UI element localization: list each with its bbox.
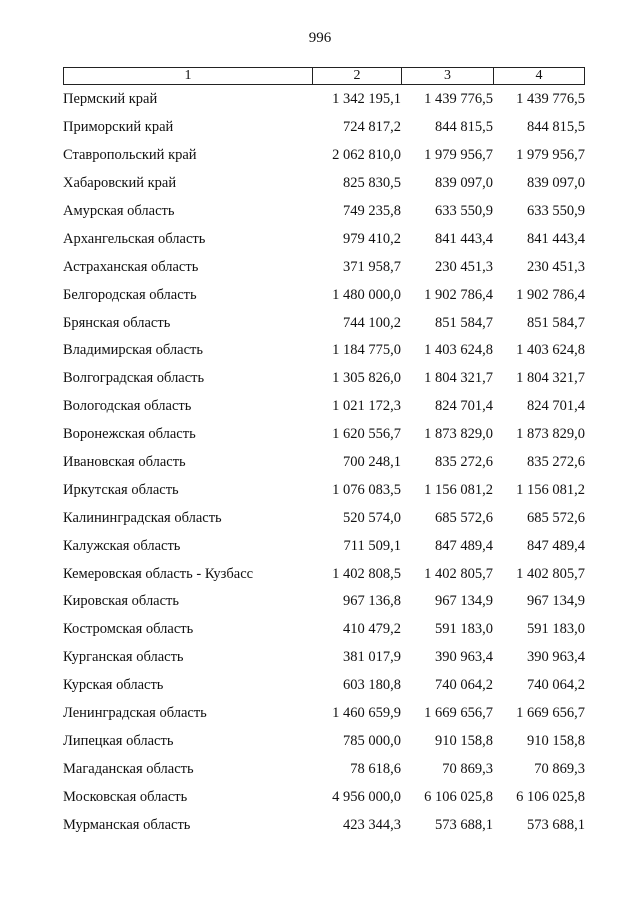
value-col-4: 230 451,3 (527, 258, 585, 275)
value-col-3: 1 873 829,0 (424, 426, 493, 443)
table-row (63, 170, 585, 198)
region-name: Воронежская область (63, 426, 196, 443)
value-col-4: 633 550,9 (527, 203, 585, 219)
value-col-2: 1 305 826,0 (332, 370, 401, 387)
value-col-3: 633 550,9 (435, 203, 493, 219)
value-col-4: 824 701,4 (527, 398, 585, 415)
value-col-4: 910 158,8 (527, 732, 585, 749)
region-name: Вологодская область (63, 398, 192, 415)
region-name: Калининградская область (63, 509, 222, 526)
table-row (63, 198, 585, 226)
value-col-3: 1 902 786,4 (424, 286, 493, 303)
value-col-2: 749 235,8 (343, 203, 401, 219)
value-col-4: 1 402 805,7 (516, 565, 585, 582)
value-col-3: 1 439 776,5 (424, 91, 493, 108)
region-name: Костромская область (63, 621, 194, 638)
value-col-4: 841 443,4 (527, 230, 585, 247)
region-name: Кировская область (63, 593, 180, 610)
table-row (63, 644, 585, 672)
value-col-4: 1 156 081,2 (516, 481, 585, 498)
value-col-3: 967 134,9 (435, 593, 493, 610)
region-name: Архангельская область (63, 230, 206, 247)
value-col-3: 1 804 321,7 (424, 370, 493, 387)
value-col-3: 844 815,5 (435, 119, 493, 136)
value-col-2: 724 817,2 (343, 119, 401, 136)
value-col-3: 230 451,3 (435, 258, 493, 275)
region-name: Владимирская область (63, 342, 203, 359)
value-col-3: 851 584,7 (435, 314, 493, 331)
value-col-2: 423 344,3 (343, 816, 401, 833)
value-col-4: 1 669 656,7 (516, 705, 585, 722)
value-col-3: 910 158,8 (435, 732, 493, 749)
table-row (63, 114, 585, 142)
value-col-3: 1 979 956,7 (424, 147, 493, 164)
value-col-4: 1 439 776,5 (516, 91, 585, 108)
table-row (63, 588, 585, 616)
value-col-2: 1 460 659,9 (332, 705, 401, 722)
table-row (63, 309, 585, 337)
value-col-3: 390 963,4 (435, 649, 493, 666)
value-col-3: 70 869,3 (442, 760, 493, 777)
region-name: Астраханская область (63, 258, 199, 275)
region-name: Пермский край (63, 91, 158, 108)
value-col-2: 1 021 172,3 (332, 398, 401, 415)
value-col-4: 844 815,5 (527, 119, 585, 136)
value-col-2: 410 479,2 (343, 621, 401, 638)
value-col-4: 967 134,9 (527, 593, 585, 610)
value-col-2: 1 184 775,0 (332, 342, 401, 359)
table-row (63, 616, 585, 644)
table-row (63, 86, 585, 114)
value-col-4: 1 804 321,7 (516, 370, 585, 387)
value-col-3: 1 669 656,7 (424, 705, 493, 722)
region-name: Хабаровский край (63, 175, 177, 192)
table-row (63, 476, 585, 504)
region-name: Волгоградская область (63, 370, 205, 387)
table-row (63, 672, 585, 700)
value-col-2: 603 180,8 (343, 677, 401, 694)
table-row (63, 421, 585, 449)
value-col-3: 839 097,0 (435, 175, 493, 192)
value-col-2: 371 958,7 (343, 258, 401, 275)
value-col-3: 1 403 624,8 (424, 342, 493, 359)
header-col-2: 2 (313, 68, 402, 84)
header-col-3: 3 (402, 68, 494, 84)
region-name: Курганская область (63, 649, 184, 666)
value-col-2: 711 509,1 (343, 537, 401, 554)
value-col-4: 70 869,3 (534, 760, 585, 777)
region-name: Ставропольский край (63, 147, 197, 164)
region-name: Ивановская область (63, 454, 186, 471)
value-col-4: 685 572,6 (527, 509, 585, 526)
table-row (63, 393, 585, 421)
value-col-4: 740 064,2 (527, 677, 585, 694)
value-col-2: 4 956 000,0 (332, 788, 401, 805)
value-col-2: 1 402 808,5 (332, 565, 401, 582)
region-name: Приморский край (63, 119, 174, 136)
table-row (63, 783, 585, 811)
page-number: 996 (308, 30, 332, 46)
value-col-4: 835 272,6 (527, 454, 585, 471)
value-col-3: 591 183,0 (435, 621, 493, 638)
table-row (63, 504, 585, 532)
value-col-4: 591 183,0 (527, 621, 585, 638)
value-col-4: 573 688,1 (527, 816, 585, 833)
value-col-4: 839 097,0 (527, 175, 585, 192)
value-col-3: 847 489,4 (435, 537, 493, 554)
value-col-2: 785 000,0 (343, 732, 401, 749)
value-col-4: 6 106 025,8 (516, 788, 585, 805)
value-col-2: 979 410,2 (343, 230, 401, 247)
value-col-2: 967 136,8 (343, 593, 401, 610)
value-col-2: 744 100,2 (343, 314, 401, 331)
table-row (63, 253, 585, 281)
value-col-2: 825 830,5 (343, 175, 401, 192)
value-col-4: 1 873 829,0 (516, 426, 585, 443)
value-col-2: 1 480 000,0 (332, 286, 401, 303)
table-row (63, 365, 585, 393)
value-col-2: 1 076 083,5 (332, 481, 401, 498)
value-col-3: 824 701,4 (435, 398, 493, 415)
region-name: Кемеровская область - Кузбасс (63, 565, 254, 582)
region-name: Иркутская область (63, 481, 179, 498)
header-col-4: 4 (535, 68, 543, 83)
region-name: Липецкая область (63, 732, 174, 749)
table-row (63, 700, 585, 728)
value-col-3: 6 106 025,8 (424, 788, 493, 805)
region-name: Мурманская область (63, 816, 191, 833)
table-row (63, 560, 585, 588)
table-row (63, 225, 585, 253)
region-name: Белгородская область (63, 286, 197, 303)
table-row (63, 142, 585, 170)
region-name: Магаданская область (63, 760, 194, 777)
value-col-3: 841 443,4 (435, 230, 493, 247)
table-row (63, 449, 585, 477)
value-col-4: 851 584,7 (527, 314, 585, 331)
value-col-4: 1 902 786,4 (516, 286, 585, 303)
table-row (63, 532, 585, 560)
value-col-4: 1 979 956,7 (516, 147, 585, 164)
value-col-3: 835 272,6 (435, 454, 493, 471)
value-col-4: 390 963,4 (527, 649, 585, 666)
value-col-3: 1 156 081,2 (424, 481, 493, 498)
region-name: Амурская область (63, 203, 175, 219)
value-col-2: 381 017,9 (343, 649, 401, 666)
region-name: Калужская область (63, 537, 181, 554)
value-col-4: 1 403 624,8 (516, 342, 585, 359)
region-name: Московская область (63, 788, 188, 805)
value-col-2: 520 574,0 (343, 509, 401, 526)
table-row (63, 811, 585, 839)
value-col-3: 740 064,2 (435, 677, 493, 694)
value-col-2: 700 248,1 (343, 454, 401, 471)
region-name: Курская область (63, 677, 164, 694)
value-col-2: 1 342 195,1 (332, 91, 401, 108)
value-col-3: 1 402 805,7 (424, 565, 493, 582)
value-col-2: 78 618,6 (350, 760, 401, 777)
table-header (63, 67, 585, 85)
region-name: Брянская область (63, 314, 171, 331)
region-name: Ленинградская область (63, 705, 207, 722)
table-row (63, 727, 585, 755)
table-body (63, 86, 585, 839)
table-row (63, 281, 585, 309)
value-col-3: 573 688,1 (435, 816, 493, 833)
value-col-4: 847 489,4 (527, 537, 585, 554)
value-col-2: 1 620 556,7 (332, 426, 401, 443)
header-col-1: 1 (64, 68, 313, 84)
value-col-3: 685 572,6 (435, 509, 493, 526)
table-row (63, 337, 585, 365)
table-row (63, 755, 585, 783)
value-col-2: 2 062 810,0 (332, 147, 401, 164)
